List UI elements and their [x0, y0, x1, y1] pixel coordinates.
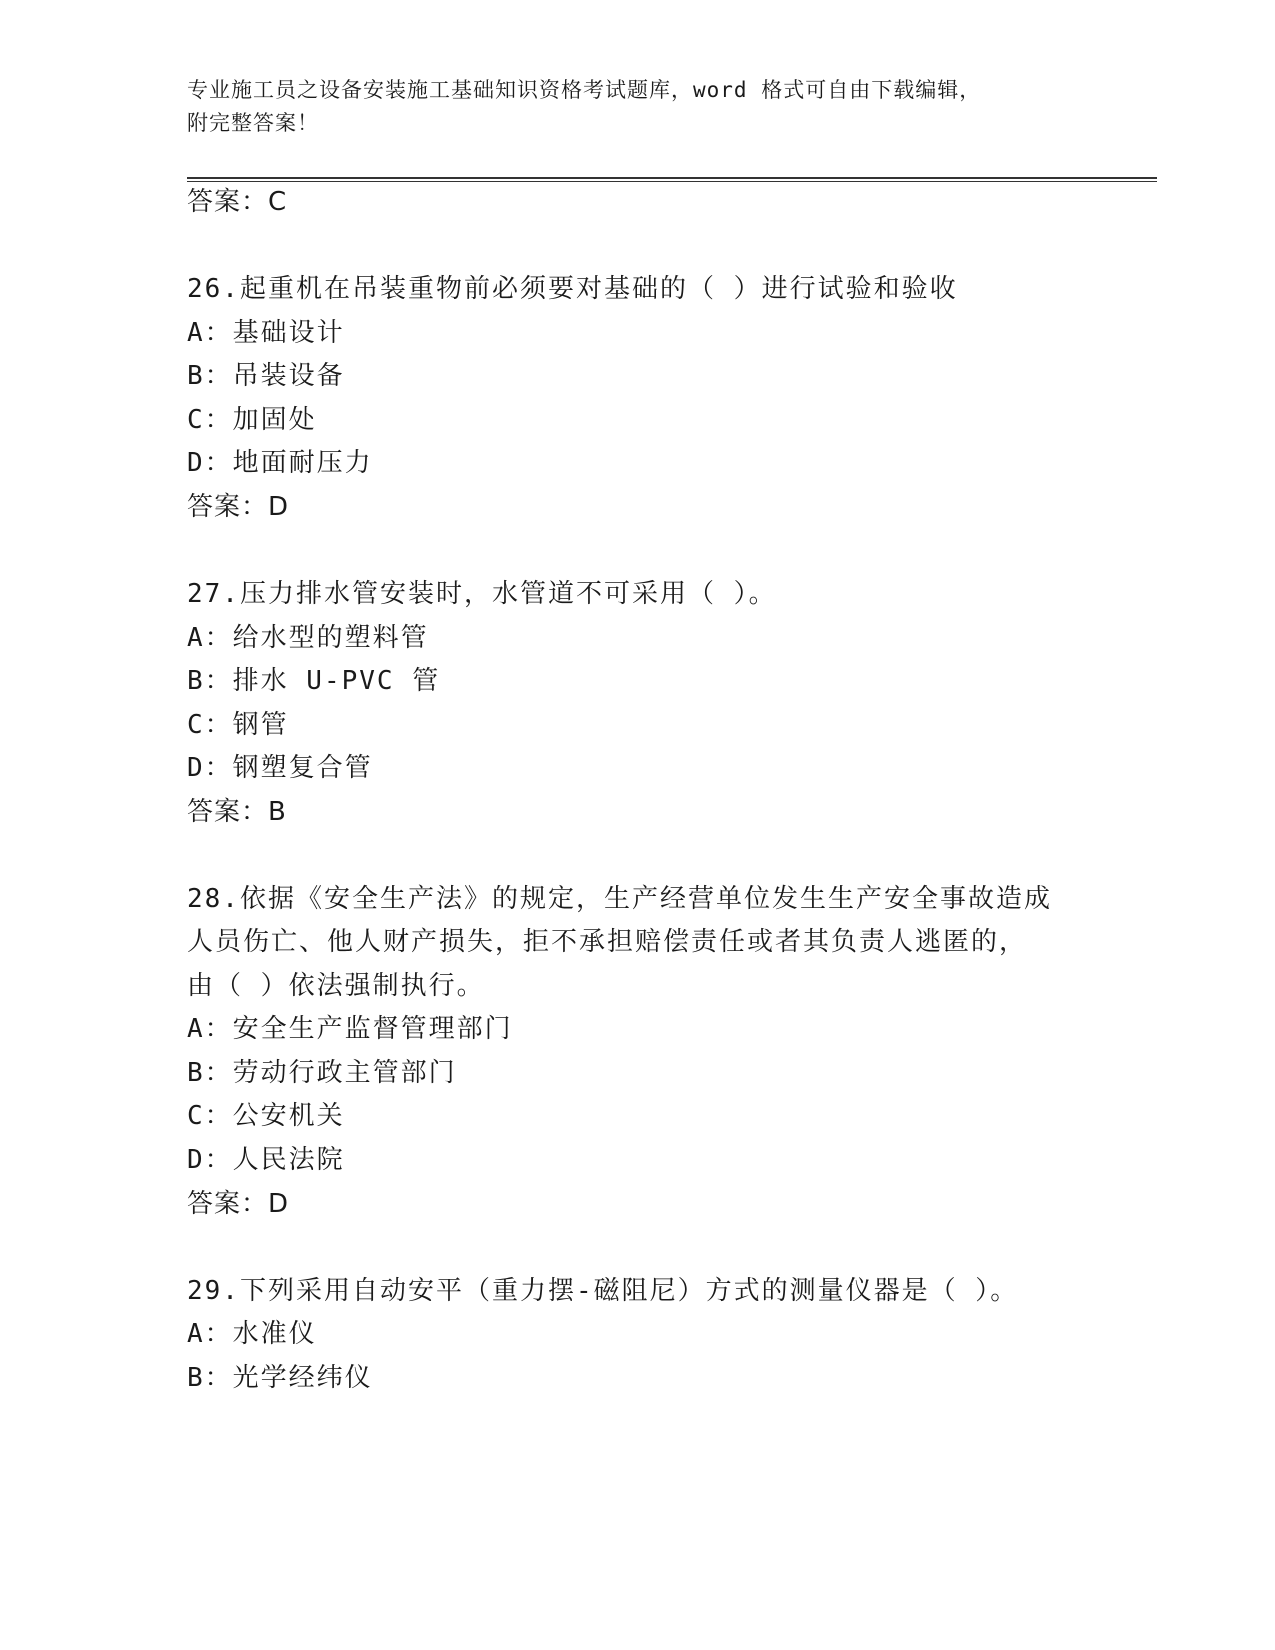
question-stem: 29.下列采用自动安平（重力摆-磁阻尼）方式的测量仪器是（ ）。: [187, 1276, 1019, 1306]
option-a: A：水准仪: [187, 1319, 317, 1349]
header-line-1: 专业施工员之设备安装施工基础知识资格考试题库，word 格式可自由下载编辑，: [187, 78, 982, 102]
option-c: C：公安机关: [187, 1101, 345, 1131]
option-b: B：劳动行政主管部门: [187, 1058, 457, 1088]
option-a: A：基础设计: [187, 318, 345, 348]
question-stem: 由（ ）依法强制执行。: [187, 971, 485, 1001]
option-d: D：钢塑复合管: [187, 753, 373, 783]
answer-label: 答案：D: [187, 492, 290, 522]
option-b: B：吊装设备: [187, 361, 345, 391]
answer-label: 答案：B: [187, 797, 287, 827]
answer-label: 答案：C: [187, 187, 288, 217]
option-a: A：给水型的塑料管: [187, 623, 429, 653]
answer-label: 答案：D: [187, 1189, 290, 1219]
option-d: D：地面耐压力: [187, 448, 373, 478]
option-d: D：人民法院: [187, 1145, 345, 1175]
option-b: B：光学经纬仪: [187, 1363, 373, 1393]
header-line-2: 附完整答案！: [187, 111, 319, 135]
option-b: B：排水 U-PVC 管: [187, 666, 441, 696]
question-stem: 26.起重机在吊装重物前必须要对基础的（ ）进行试验和验收: [187, 274, 958, 304]
option-c: C：加固处: [187, 405, 317, 435]
document-header: [187, 74, 1087, 140]
question-stem: 27.压力排水管安装时，水管道不可采用（ ）。: [187, 579, 777, 609]
question-stem: 28.依据《安全生产法》的规定，生产经营单位发生生产安全事故造成: [187, 884, 1052, 914]
option-a: A：安全生产监督管理部门: [187, 1014, 513, 1044]
option-c: C：钢管: [187, 710, 289, 740]
header-divider: [187, 177, 1157, 182]
question-stem: 人员伤亡、他人财产损失，拒不承担赔偿责任或者其负责人逃匿的，: [187, 927, 1028, 957]
